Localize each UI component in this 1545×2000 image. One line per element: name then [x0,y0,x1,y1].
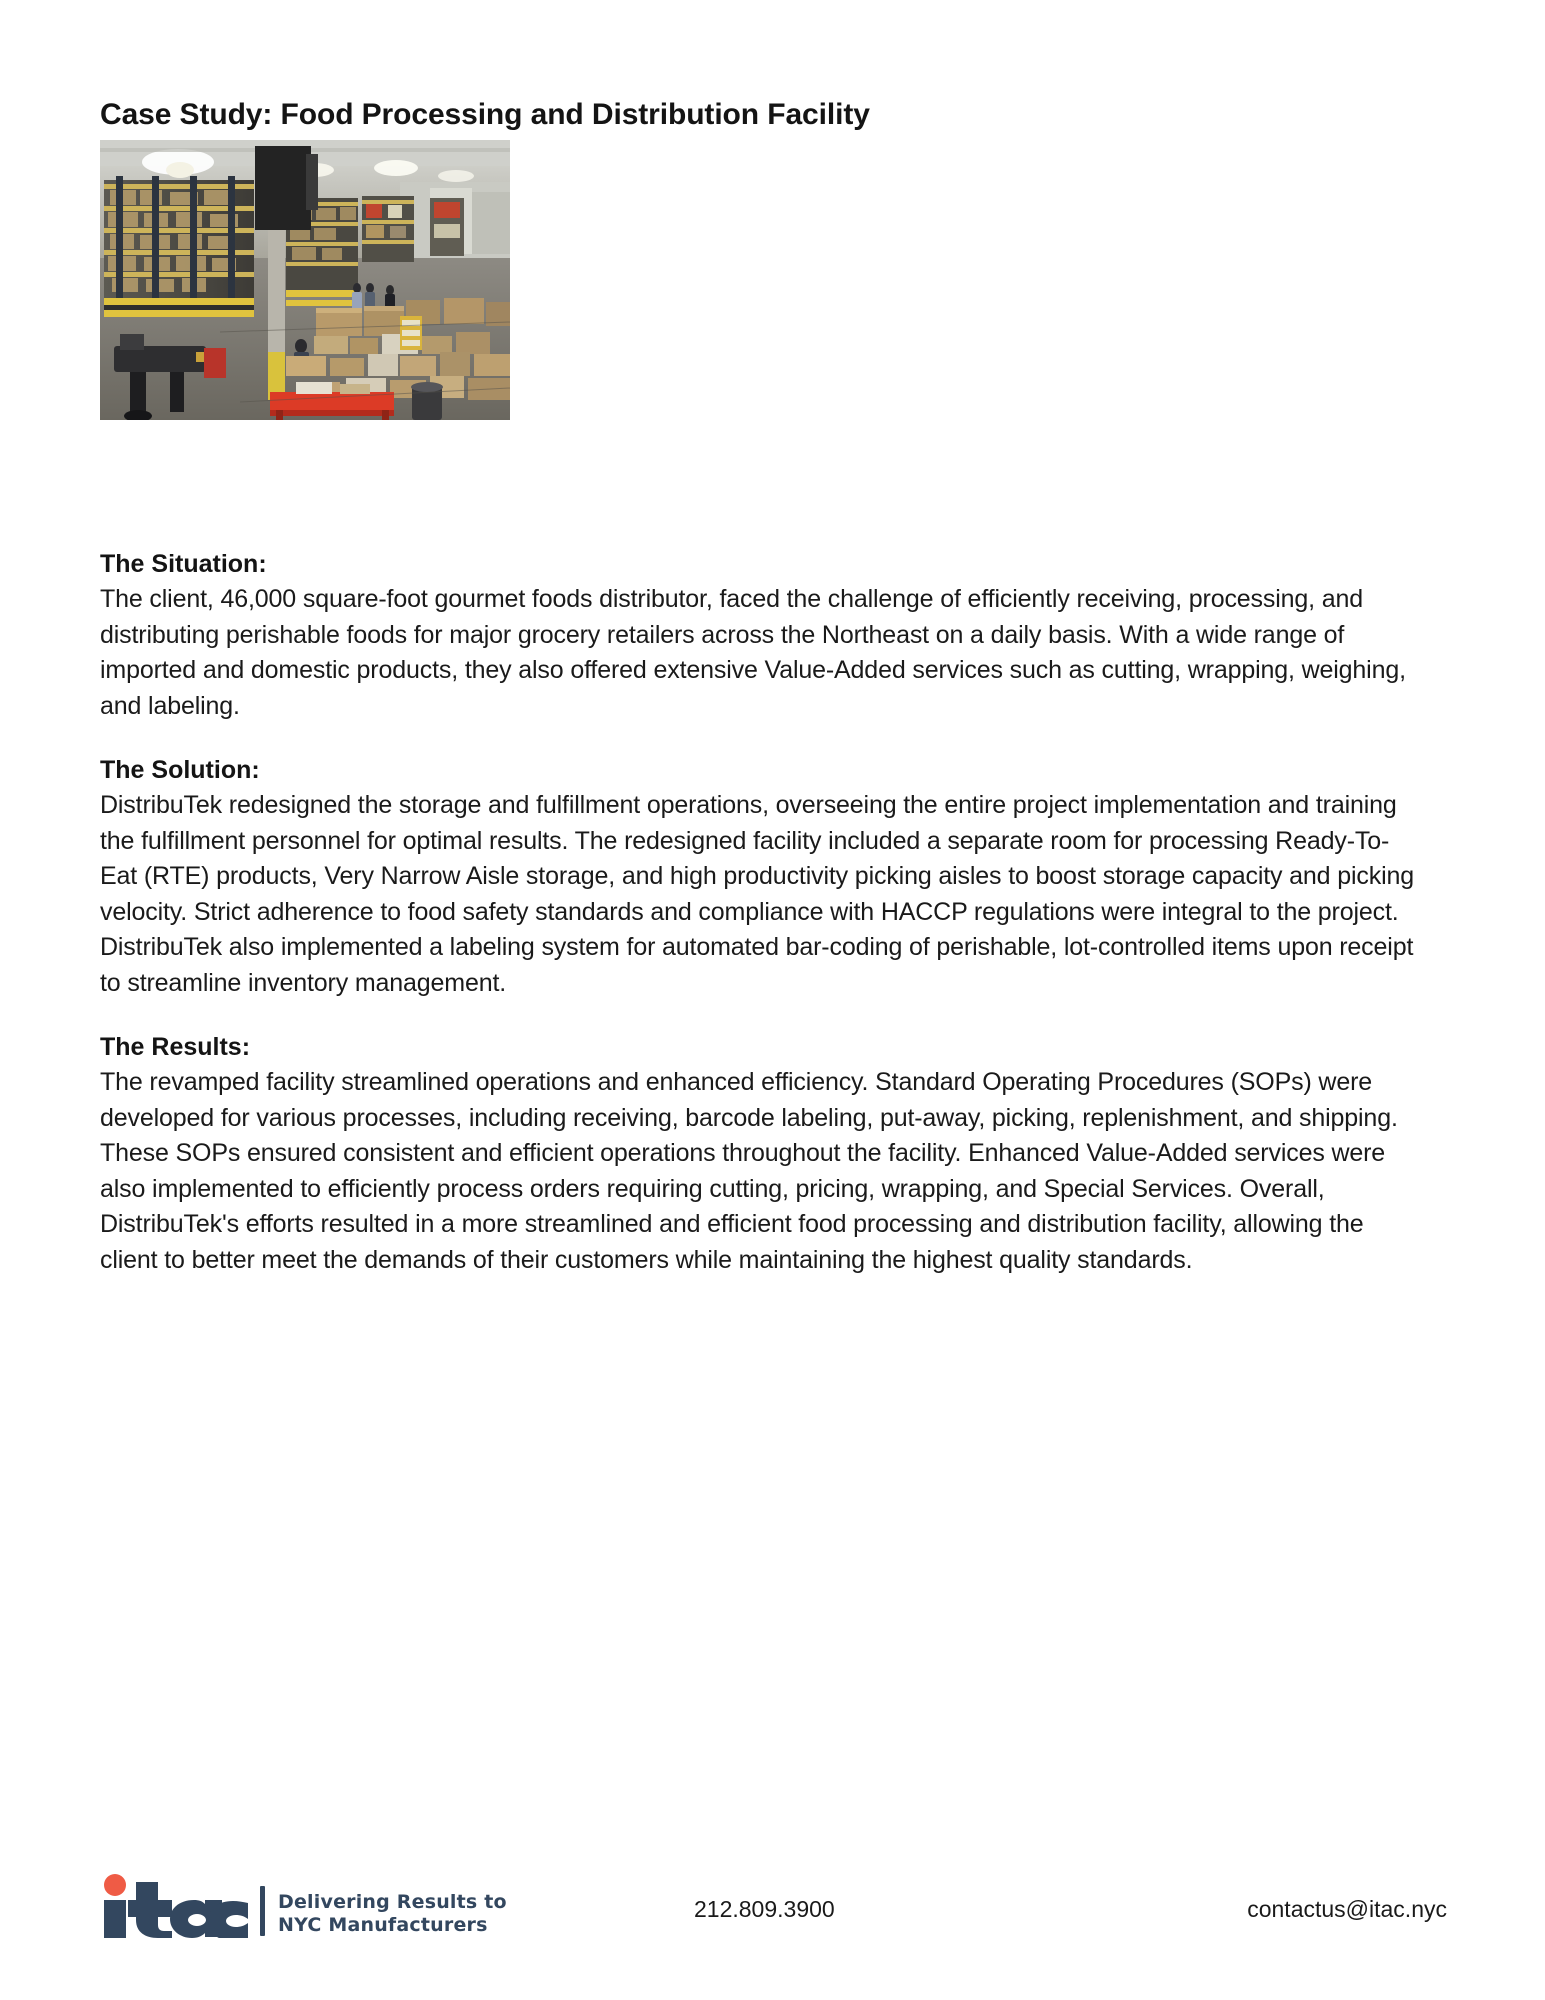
section-results [100,1031,1440,1278]
section-heading-solution: The Solution: [100,756,260,784]
section-body-solution: DistribuTek redesigned the storage and fulfillment operations, overseeing the entire project implementation and training the fulfillment personnel for optimal results. The redesigned facility included a separate room for processing Ready-To-Eat (RTE) products, Very Narrow Aisle storage, and high productivity picking aisles to boost storage capacity and picking velocity. Strict adherence to food safety standards and compliance with HACCP regulations were integral to the project. DistribuTek also implemented a labeling system for automated bar-coding of perishable, lot-controlled items upon receipt to streamline inventory management. [100,791,1415,997]
logo-tagline-line2: NYC Manufacturers [278,1913,488,1936]
section-body-results: The revamped facility streamlined operations and enhanced efficiency. Standard Operating Procedures (SOPs) were developed for various processes, including receiving, barcode labeling, put-away, picking, replenishment, and shipping. These SOPs ensured consistent and efficient operations throughout the facility. Enhanced Value-Added services were also implemented to efficiently process orders requiring cutting, pricing, wrapping, and Special Services. Overall, DistribuTek's efforts resulted in a more streamlined and efficient food processing and distribution facility, allowing the client to better meet the demands of their customers while maintaining the highest quality standards. [100,1068,1398,1274]
logo-tagline [278,1891,507,1937]
section-body-situation: The client, 46,000 square-foot gourmet foods distributor, faced the challenge of efficiently receiving, processing, and distributing perishable foods for major grocery retailers across the Northeast on a daily basis. With a wide range of imported and domestic products, they also offered extensive Value-Added services such as cutting, wrapping, weighing, and labeling. [100,585,1406,720]
footer-email[interactable]: contactus@itac.nyc [1247,1896,1447,1922]
section-solution [100,754,1440,1001]
itac-wordmark-icon [98,1872,248,1938]
section-heading-results: The Results: [100,1033,251,1061]
itac-logo [98,1866,507,1938]
logo-tagline-line1: Delivering Results to [278,1890,507,1913]
document-body [100,548,1440,1278]
page-footer [0,1858,1545,1968]
section-situation [100,548,1440,724]
logo-divider [260,1886,265,1936]
footer-phone[interactable]: 212.809.3900 [694,1896,835,1922]
section-heading-situation: The Situation: [100,550,267,578]
warehouse-photo [100,140,510,420]
logo-dot-icon [104,1874,126,1896]
warehouse-photo-graphic [100,140,510,420]
page-title: Case Study: Food Processing and Distribution Facility [100,98,870,132]
